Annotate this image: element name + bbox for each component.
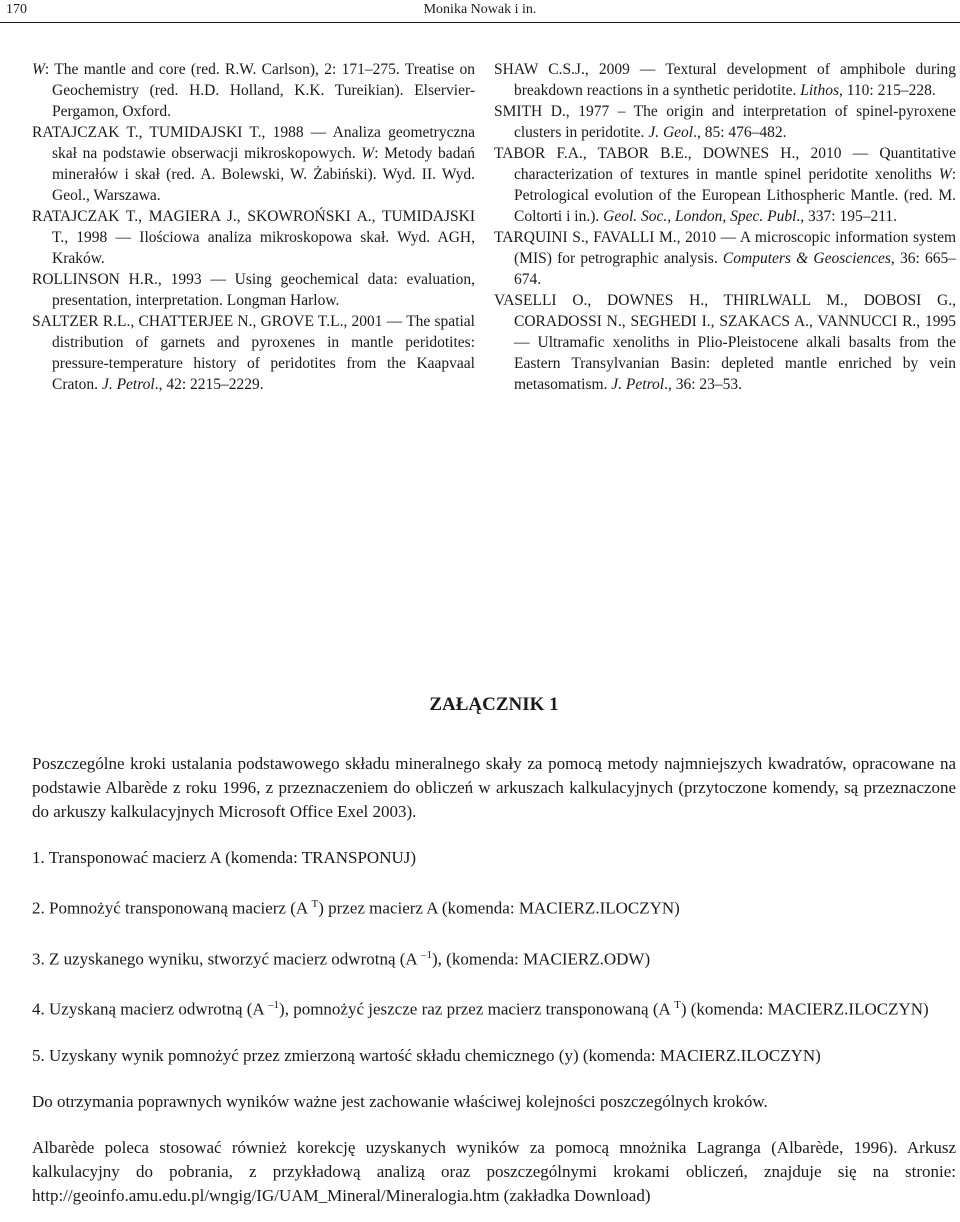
- header-rule: [0, 22, 960, 23]
- reference-entry: SHAW C.S.J., 2009 — Textural development of amphibole during breakdown reactions in a synthetic peridotite. Lithos, 110: 215–228.: [494, 61, 956, 99]
- superscript: –1: [268, 999, 280, 1012]
- reference-entry: W: The mantle and core (red. R.W. Carlson), 2: 171–275. Treatise on Geochemistry (red. H.D. Holland, K.K. Tureikian). Elservier-Pergamon, Oxford.: [32, 61, 475, 120]
- step-item: 1. Transponować macierz A (komenda: TRANSPONUJ): [32, 848, 417, 867]
- reference-entry: TABOR F.A., TABOR B.E., DOWNES H., 2010 — Quantitative characterization of textures in mantle spinel peridotite xenoliths W: Petrological evolution of the European Lithospheric Mantle. (red. M. Coltorti i in.). Geol. Soc., London, Spec. Publ., 337: 195–211.: [494, 145, 956, 225]
- step-item: 5. Uzyskany wynik pomnożyć przez zmierzoną wartość składu chemicznego (y) (komenda: MACIERZ.ILOCZYN): [32, 1045, 821, 1065]
- appendix-section: [32, 692, 956, 1208]
- page-number: 170: [6, 2, 27, 17]
- reference-entry: RATAJCZAK T., TUMIDAJSKI T., 1988 — Analiza geometryczna skał na podstawie obserwacji mikroskopowych. W: Metody badań minerałów i skał (red. A. Bolewski, W. Żabiński). Wyd. II. Wyd. Geol., Warszawa.: [32, 124, 475, 204]
- running-head: Monika Nowak i in.: [423, 2, 537, 17]
- steps-list: [32, 846, 956, 1068]
- order-note: Do otrzymania poprawnych wyników ważne jest zachowanie właściwej kolejności poszczególnych kroków.: [32, 1091, 768, 1111]
- italic-run: W: [32, 61, 45, 78]
- reference-entry: SALTZER R.L., CHATTERJEE N., GROVE T.L., 2001 — The spatial distribution of garnets and pyroxenes in mantle peridotites: pressure-temperature history of peridotites from the Kaapvaal Craton. J. Petrol., 42: 2215–2229.: [32, 313, 475, 393]
- references-right-column: [494, 59, 956, 395]
- superscript: –1: [421, 948, 432, 961]
- page-header: [0, 0, 960, 24]
- reference-entry: TARQUINI S., FAVALLI M., 2010 — A microscopic information system (MIS) for petrographic analysis. Computers & Geosciences, 36: 665–674.: [494, 229, 956, 288]
- closing-paragraph: Albarède poleca stosować również korekcję uzyskanych wyników za pomocą mnożnika Lagranga (Albarède, 1996). Arkusz kalkulacyjny do pobrania, z przykładową analizą oraz poszczególnymi krokami obliczeń, znajduje się na stronie: http://geoinfo.amu.edu.pl/wngig/IG/UAM_Mineral/Mineralogia.htm (zakładka Download): [32, 1137, 956, 1205]
- step-item: 4. Uzyskaną macierz odwrotną (A $^{-1}$), pomnożyć jeszcze raz przez macierz transponowaną (A $^T$) (komenda: MACIERZ.ILOCZYN): [32, 999, 929, 1019]
- appendix-title: ZAŁĄCZNIK 1: [429, 694, 559, 715]
- step-item: 2. Pomnożyć transponowaną macierz (A $^T$) przez macierz A (komenda: MACIERZ.ILOCZYN): [32, 898, 680, 918]
- reference-entry: ROLLINSON H.R., 1993 — Using geochemical data: evaluation, presentation, interpretation. Longman Harlow.: [32, 271, 475, 309]
- superscript: T: [674, 999, 681, 1012]
- italic-run: Computers & Geosciences: [722, 250, 891, 267]
- italic-run: W: [361, 145, 375, 162]
- superscript: T: [311, 898, 319, 910]
- step-item: 3. Z uzyskanego wyniku, stworzyć macierz odwrotną (A $^{-1}$), (komenda: MACIERZ.ODW): [32, 948, 651, 969]
- reference-entry: RATAJCZAK T., MAGIERA J., SKOWROŃSKI A., TUMIDAJSKI T., 1998 — Ilościowa analiza mikroskopowa skał. Wyd. AGH, Kraków.: [32, 208, 475, 267]
- italic-run: J. Petrol: [101, 376, 155, 393]
- italic-run: Geol. Soc., London, Spec. Publ: [603, 208, 797, 225]
- reference-entry: VASELLI O., DOWNES H., THIRLWALL M., DOBOSI G., CORADOSSI N., SEGHEDI I., SZAKACS A., VANNUCCI R., 1995 — Ultramafic xenoliths in Plio-Pleistocene alkali basalts from the Eastern Transylvanian Basin: depleted mantle enriched by vein metasomatism. J. Petrol., 36: 23–53.: [494, 292, 956, 393]
- appendix-intro: Poszczególne kroki ustalania podstawowego składu mineralnego skały za pomocą metody najmniejszych kwadratów, opracowane na podstawie Albarède z roku 1996, z przeznaczeniem do obliczeń w arkuszach kalkulacyjnych (przytoczone komendy, są przeznaczone do arkuszy kalkulacyjnych Microsoft Office Exel 2003).: [32, 754, 956, 821]
- italic-run: W: [938, 166, 952, 183]
- reference-entry: SMITH D., 1977 – The origin and interpretation of spinel-pyroxene clusters in peridotite. J. Geol., 85: 476–482.: [494, 103, 956, 141]
- references-left-column: [32, 59, 475, 395]
- italic-run: J. Petrol: [611, 376, 665, 393]
- italic-run: J. Geol: [648, 124, 694, 141]
- italic-run: Lithos: [800, 82, 839, 99]
